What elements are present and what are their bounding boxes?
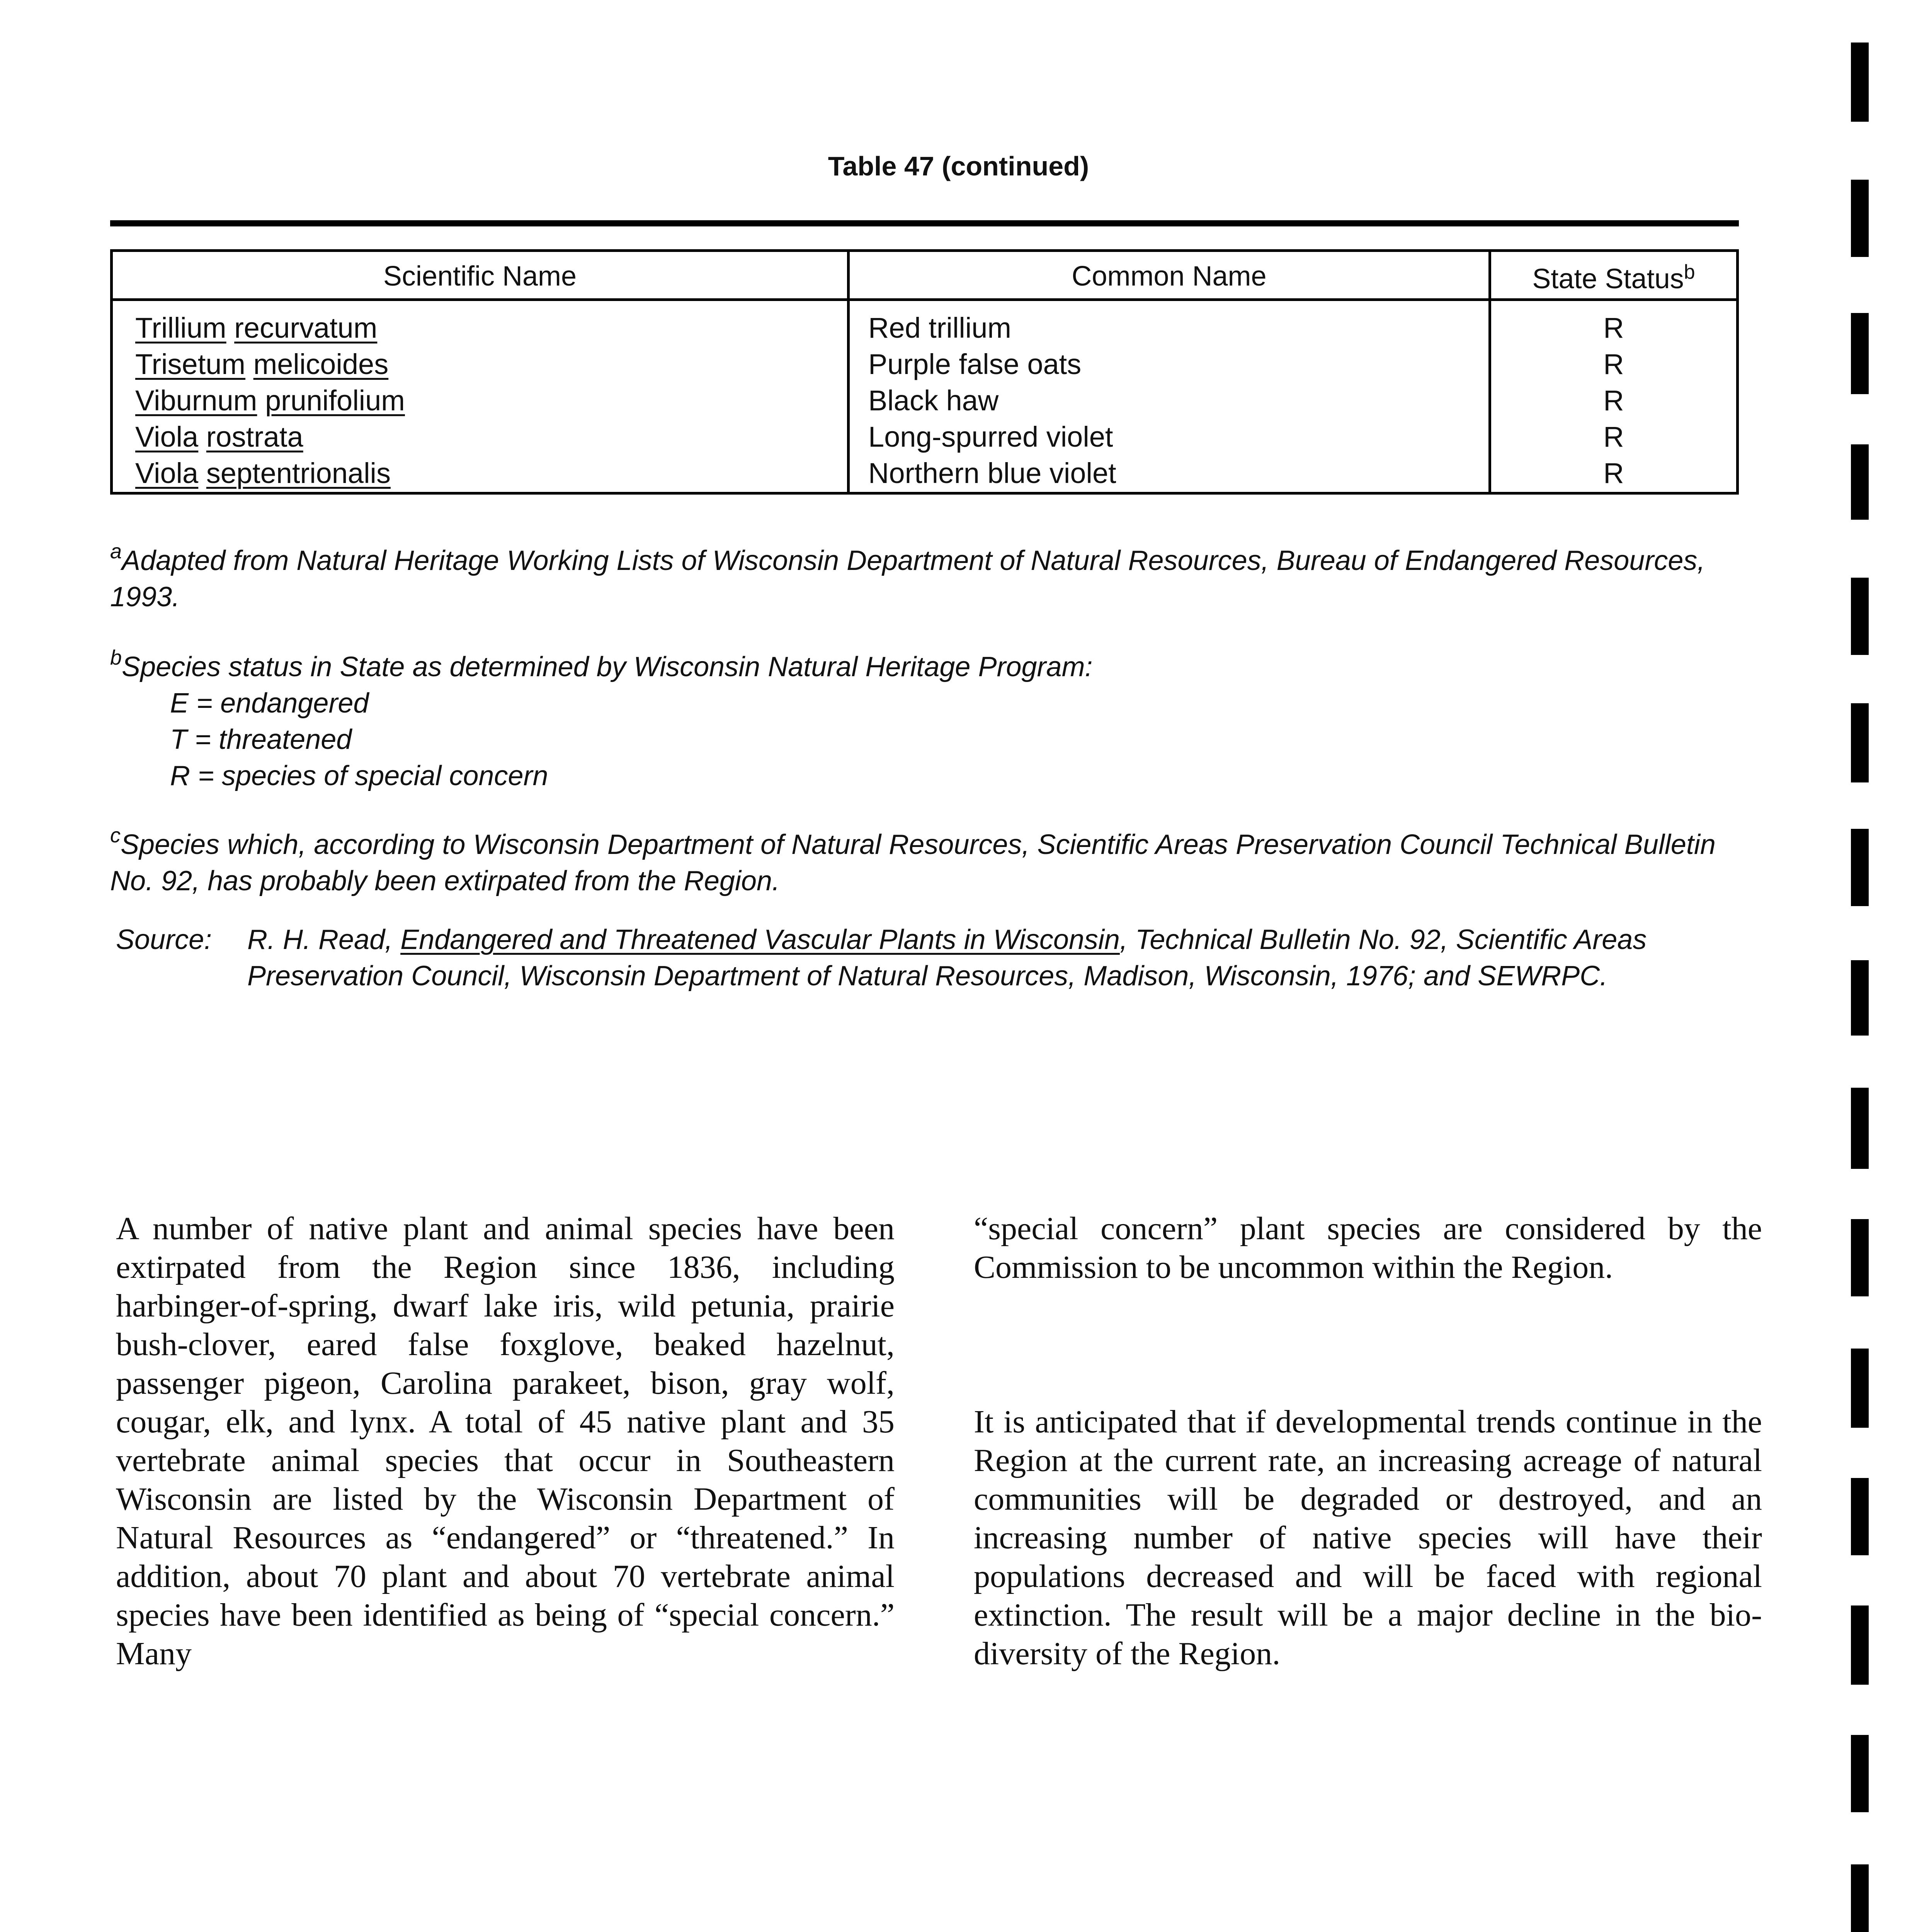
footnote-a: $^a$Adapted from Natural Heritage Working Lists of Wisconsin Department of Natural Resources, Bureau of Endangered Resources, 1993.	[110, 540, 1705, 612]
table-cell: R	[1603, 312, 1624, 344]
binding-mark	[1851, 1349, 1869, 1428]
table-cell: Purple false oats	[868, 348, 1082, 380]
binding-mark	[1851, 1605, 1869, 1685]
source-label: Source:	[116, 924, 212, 955]
header-divider	[113, 298, 1736, 301]
table-cell: R	[1603, 421, 1624, 453]
table-row: Viburnum prunifolium	[135, 384, 405, 417]
header-scientific-name: Scientific Name	[383, 261, 577, 292]
header-common-name: Common Name	[1072, 261, 1267, 292]
common-name-column	[868, 310, 1483, 492]
header-state-status: State Status$^b$	[1532, 261, 1695, 294]
body-paragraph: It is anticipated that if developmental trends continue in the Region at the current rate, an increasing acreage of natural communities will be degraded or destroyed, and an increasing number of native species will have their populations decreased and will be faced with regional extinction. The result will be a major decline in the bio-diversity of the Region.	[974, 1404, 1762, 1672]
binding-mark	[1851, 313, 1869, 394]
binding-mark	[1851, 1088, 1869, 1169]
binding-mark	[1851, 829, 1869, 906]
binding-mark	[1851, 1478, 1869, 1555]
binding-mark	[1851, 703, 1869, 782]
column-divider	[847, 252, 850, 492]
binding-mark	[1851, 444, 1869, 520]
table-cell: R	[1603, 457, 1624, 489]
species-table	[110, 249, 1739, 495]
footnote-c: $^c$Species which, according to Wisconsin Department of Natural Resources, Scientific Areas Preservation Council Technical Bulletin No. 92, has probably been extirpated from the Region.	[110, 824, 1716, 896]
table-cell: Black haw	[868, 384, 999, 417]
binding-mark	[1851, 1864, 1869, 1932]
table-cell: Northern blue violet	[868, 457, 1116, 489]
body-paragraph: “special concern” plant species are considered by the Commission to be uncommon within the Region.	[974, 1211, 1762, 1285]
source-note: Source: R. H. Read, Endangered and Threatened Vascular Plants in Wisconsin, Technical Bulletin No. 92, Scientific Areas Preservation Council, Wisconsin Department of Natural Resources, Madison, Wisconsin, 1976; and SEWRPC.	[116, 922, 1747, 994]
table-row: Viola rostrata	[135, 421, 303, 453]
binding-mark	[1851, 1735, 1869, 1812]
binding-mark	[1851, 1219, 1869, 1296]
table-cell: R	[1603, 348, 1624, 380]
table-row: Viola septentrionalis	[135, 457, 391, 489]
body-column-left	[116, 1209, 895, 1673]
status-definition: E = endangered	[170, 688, 369, 719]
scientific-name-column	[135, 310, 842, 492]
binding-mark	[1851, 180, 1869, 257]
footnote-marker: b	[1684, 261, 1695, 283]
column-divider	[1488, 252, 1491, 492]
table-row: Trisetum melicoides	[135, 348, 389, 380]
binding-mark	[1851, 578, 1869, 655]
body-paragraph: A number of native plant and animal species have been extirpated from the Region since 1836, including harbinger-of-spring, dwarf lake iris, wild petunia, prairie bush-clover, eared false foxglove, beaked hazelnut, passenger pigeon, Carolina parakeet, bison, gray wolf, cougar, elk, and lynx. A total of 45 native plant and 35 vertebrate animal species that occur in Southeastern Wisconsin are listed by the Wisconsin Department of Natural Resources as “endangered” or “threatened.” In addition, about 70 plant and about 70 vertebrate animal species have been identified as being of “special concern.” Many	[116, 1211, 895, 1672]
table-cell: Long-spurred violet	[868, 421, 1113, 453]
table-row: Trillium recurvatum	[135, 312, 378, 344]
binding-mark	[1851, 960, 1869, 1036]
status-definition: R = species of special concern	[170, 760, 548, 791]
footnote-b: $^b$Species status in State as determined by Wisconsin Natural Heritage Program: E = endangered T = threatened R = species of special concern	[110, 639, 1745, 794]
binding-mark	[1851, 43, 1869, 122]
table-cell: R	[1603, 384, 1624, 417]
state-status-column	[1491, 310, 1736, 492]
body-column-right	[974, 1209, 1762, 1673]
table-title: Table 47 (continued)	[828, 151, 1089, 181]
table-top-rule	[110, 220, 1739, 226]
source-title: Endangered and Threatened Vascular Plants in Wisconsin	[400, 924, 1120, 955]
table-cell: Red trillium	[868, 312, 1012, 344]
status-definition: T = threatened	[170, 724, 352, 755]
